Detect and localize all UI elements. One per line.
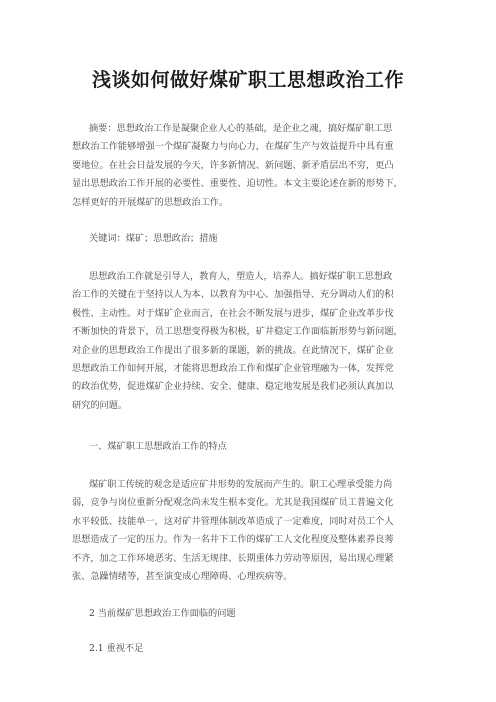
abstract-line: 显出思想政治工作开展的必要性、重要性、迫切性。本文主要论述在新的形势下，: [72, 178, 403, 190]
section-1-heading: 一、煤矿职工思想政治工作的特点: [89, 441, 227, 452]
intro-line: 的政治优势，促进煤矿企业持续、安全、健康、稳定地发展是我们必须认真加以: [72, 381, 394, 393]
page-title: 浅谈如何做好煤矿职工思想政治工作: [91, 69, 404, 91]
intro-line: 思想政治工作就是引导人，教育人，塑造人，培养人。搞好煤矿职工思想政: [89, 271, 393, 282]
intro-line: 思想政治工作如何开展，才能将思想政治工作和煤矿企业管理融为一体，发挥党: [72, 363, 394, 375]
subsection-heading: [0, 640, 496, 658]
section-1-line: 思想造成了一定的压力。作为一名井下工作的煤矿工人文化程度及整体素养良莠: [72, 534, 394, 546]
keywords-paragraph: [0, 230, 496, 248]
keywords-line: 关键词：煤矿；思想政治；措施: [89, 233, 218, 244]
section-2-heading: 2 当前煤矿思想政治工作面临的问题: [89, 608, 236, 619]
section-1-paragraph: [0, 476, 496, 586]
abstract-paragraph: [0, 120, 496, 212]
section-1-line: 水平较低、技能单一，这对矿井管理体制改革造成了一定难度，同时对员工个人: [72, 515, 394, 527]
intro-line: 不断加快的背景下，员工思想变得极为积极，矿井稳定工作面临新形势与新问题，: [72, 326, 403, 338]
abstract-line: 怎样更好的开展煤矿的思想政治工作。: [72, 196, 229, 208]
abstract-line: 摘要：思想政治工作是凝聚企业人心的基础，是企业之魂，搞好煤矿职工思: [89, 123, 393, 134]
section-1-line: 弱，竞争与岗位重新分配观念尚未发生根本变化。尤其是我国煤矿员工普遍文化: [72, 497, 394, 509]
abstract-line: 想政治工作能够增强一个煤矿凝聚力与向心力，在煤矿生产与效益提升中具有重: [72, 141, 394, 153]
intro-line: 治工作的关键在于坚持以人为本、以教育为中心、加强指导、充分调动人们的积: [72, 289, 394, 301]
section-1-line: 张、急躁情绪等，甚至演变成心理障碍、心理疾病等。: [72, 571, 293, 583]
intro-paragraph: [0, 268, 496, 415]
intro-line: 对企业的思想政治工作提出了很多新的课题，新的挑战。在此情况下，煤矿企业: [72, 344, 394, 356]
section-heading: [0, 438, 496, 456]
section-1-line: 煤矿职工传统的观念是适应矿井形势的发展而产生的。职工心理承受能力尚: [89, 479, 393, 490]
abstract-line: 要地位。在社会日益发展的今天，许多新情况、新问题、新矛盾层出不穷，更凸: [72, 159, 394, 171]
section-2-1-heading: 2.1 重视不足: [89, 643, 144, 654]
section-1-line: 不齐，加之工作环境恶劣、生活无规律、长期重体力劳动等原因，易出现心理紧: [72, 552, 394, 564]
section-heading: [0, 605, 496, 623]
intro-line: 极性、主动性。对于煤矿企业而言，在社会不断发展与进步，煤矿企业改革步伐: [72, 307, 394, 319]
intro-line: 研究的问题。: [72, 399, 128, 411]
